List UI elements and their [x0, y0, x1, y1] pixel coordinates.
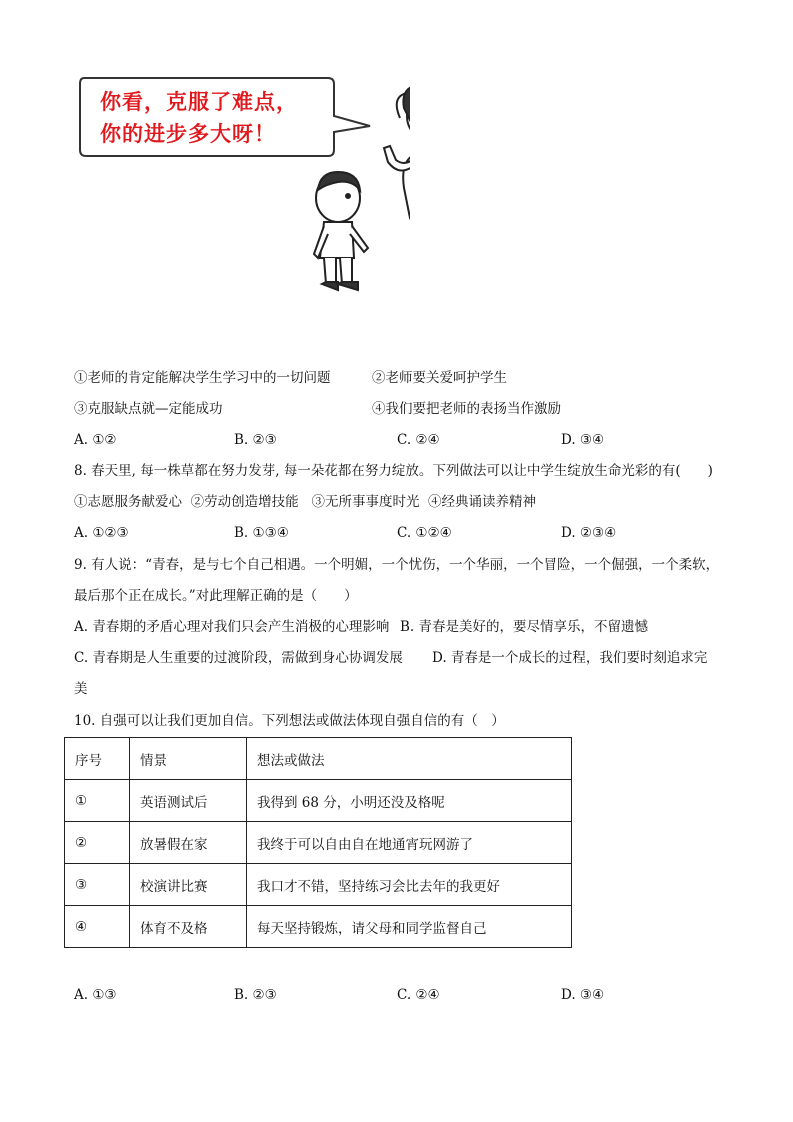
q9-stem-line-2: 最后那个正在成长。”对此理解正确的是（ ）	[74, 588, 358, 604]
q10-table	[64, 737, 572, 948]
q8-items: ①志愿服务献爱心 ②劳动创造增技能 ③无所事事度时光 ④经典诵读养精神	[74, 494, 537, 510]
q10-stem: 10. 自强可以让我们更加自信。下列想法或做法体现自强自信的有（ ）	[74, 713, 505, 729]
table-row	[65, 822, 572, 864]
q9-option-b[interactable]: B. 青春是美好的，要尽情享乐，不留遗憾	[400, 619, 649, 635]
q7-item-4: ④我们要把老师的表扬当作激励	[372, 401, 561, 417]
table-row	[65, 864, 572, 906]
row-index: ③	[65, 864, 130, 906]
speech-line-2: 你的进步多大呀！	[100, 122, 276, 146]
table-row	[65, 780, 572, 822]
q8-option-c[interactable]: C. ①②④	[397, 525, 452, 541]
q7-item-1: ①老师的肯定能解决学生学习中的一切问题	[74, 370, 331, 386]
q9-option-d[interactable]: D. 青春是一个成长的过程，我们要时刻追求完	[432, 650, 708, 666]
row-index: ④	[65, 906, 130, 948]
q10-option-a[interactable]: A. ①③	[74, 987, 117, 1003]
row-action: 我得到 68 分，小明还没及格呢	[247, 780, 572, 822]
row-action: 我终于可以自由自在地通宵玩网游了	[247, 822, 572, 864]
header-index: 序号	[65, 738, 130, 780]
row-action: 每天坚持锻炼，请父母和同学监督自己	[247, 906, 572, 948]
q9-stem-line-1: 9. 有人说：“青春，是与七个自己相遇。一个明媚，一个忧伤，一个华丽，一个冒险，一个倔强，一个柔软，	[74, 557, 720, 573]
table-row	[65, 906, 572, 948]
q9-option-c[interactable]: C. 青春期是人生重要的过渡阶段，需做到身心协调发展	[74, 650, 403, 666]
q8-option-a[interactable]: A. ①②③	[74, 525, 129, 541]
q10-option-b[interactable]: B. ②③	[234, 987, 277, 1003]
q7-item-3: ③克服缺点就—定能成功	[74, 401, 223, 417]
header-scene: 情景	[130, 738, 247, 780]
q10-option-c[interactable]: C. ②④	[397, 987, 440, 1003]
table-header-row	[65, 738, 572, 780]
q7-item-2: ②老师要关爱呵护学生	[372, 370, 507, 386]
row-scene: 放暑假在家	[130, 822, 247, 864]
row-scene: 校演讲比赛	[130, 864, 247, 906]
header-action: 想法或做法	[247, 738, 572, 780]
q10-option-d[interactable]: D. ③④	[561, 987, 605, 1003]
q7-option-a[interactable]: A. ①②	[74, 432, 117, 448]
row-index: ①	[65, 780, 130, 822]
q9-option-a[interactable]: A. 青春期的矛盾心理对我们只会产生消极的心理影响	[74, 619, 390, 635]
illustration	[70, 68, 410, 328]
row-scene: 英语测试后	[130, 780, 247, 822]
row-index: ②	[65, 822, 130, 864]
q8-stem: 8. 春天里, 每一株草都在努力发芽, 每一朵花都在努力绽放。下列做法可以让中学生绽放生命光彩的有( )	[74, 463, 713, 479]
q7-option-c[interactable]: C. ②④	[397, 432, 440, 448]
row-action: 我口才不错，坚持练习会比去年的我更好	[247, 864, 572, 906]
q7-option-d[interactable]: D. ③④	[561, 432, 605, 448]
q8-option-d[interactable]: D. ②③④	[561, 525, 617, 541]
q8-option-b[interactable]: B. ①③④	[234, 525, 289, 541]
row-scene: 体育不及格	[130, 906, 247, 948]
speech-line-1: 你看，克服了难点，	[100, 90, 298, 114]
q9-option-d-continued: 美	[74, 681, 88, 697]
q7-option-b[interactable]: B. ②③	[234, 432, 277, 448]
